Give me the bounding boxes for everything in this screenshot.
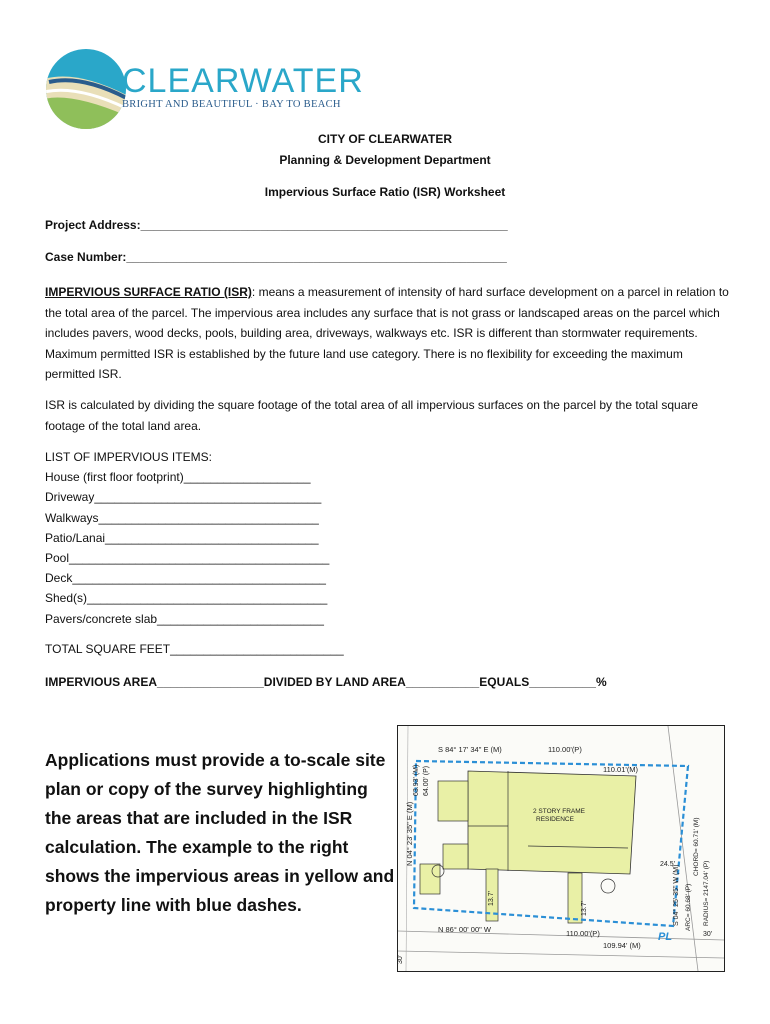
svg-text:30': 30': [397, 954, 404, 964]
svg-text:110.00'(P): 110.00'(P): [566, 929, 600, 938]
svg-text:N 04° 23' 35" E (M): N 04° 23' 35" E (M): [405, 801, 414, 866]
isr-definition-text: : means a measurement of intensity of hard surface development on a parcel in relation to the total area of the parcel. The impervious area includes any surface that is not grass or landscaped areas on the parcel which includes pavers, wood decks, pools, building area, driveways, walkways etc. ISR is different than stormwater requirements. Maximum permitted ISR is established by the future land use category. There is no flexibility for exceeding the maximum permitted ISR.: [45, 285, 729, 381]
survey-drawing: [398, 726, 724, 971]
svg-text:N 86° 00' 00" W: N 86° 00' 00" W: [438, 925, 491, 934]
city-heading: CITY OF CLEARWATER: [317, 132, 452, 146]
svg-text:13.7': 13.7': [488, 891, 495, 906]
department-heading: Planning & Development Department: [279, 153, 491, 167]
svg-text:110.00'(P): 110.00'(P): [548, 745, 582, 754]
isr-definition: [45, 282, 735, 385]
list-item-walkways[interactable]: Walkways_________________________________: [45, 510, 319, 525]
impervious-deck-area: [443, 844, 468, 869]
worksheet-title: Impervious Surface Ratio (ISR) Worksheet: [264, 185, 506, 199]
list-item-pool[interactable]: Pool_______________________________________: [45, 551, 330, 566]
list-item-sheds[interactable]: Shed(s)____________________________________: [45, 591, 328, 606]
list-heading: LIST OF IMPERVIOUS ITEMS:: [45, 450, 212, 464]
svg-text:64.00' (P): 64.00' (P): [423, 765, 430, 796]
isr-calculation-text: ISR is calculated by dividing the square footage of the total area of all impervious surfaces on the parcel by the total square footage of the total land area.: [45, 398, 699, 433]
svg-text:2 STORY FRAME: 2 STORY FRAME: [533, 808, 586, 815]
list-item-patio[interactable]: Patio/Lanai________________________________: [45, 530, 319, 545]
list-item-pavers[interactable]: Pavers/concrete slab_________________________: [45, 611, 324, 626]
list-item-driveway[interactable]: Driveway__________________________________: [45, 490, 322, 505]
svg-text:63.93' (M): 63.93' (M): [413, 764, 420, 796]
logo-tagline: BRIGHT AND BEAUTIFUL · BAY TO BEACH: [122, 99, 341, 110]
svg-text:CHORD= 60.71' (M): CHORD= 60.71' (M): [693, 817, 700, 876]
svg-text:S 04° 25' 35" W (M): S 04° 25' 35" W (M): [673, 864, 680, 926]
svg-text:S 84° 17' 34" E (M): S 84° 17' 34" E (M): [438, 745, 502, 754]
svg-text:PL: PL: [658, 931, 673, 943]
case-number-field[interactable]: Case Number:_________________________________________________________: [45, 250, 507, 264]
list-item-house[interactable]: House (first floor footprint)___________________: [45, 470, 311, 485]
project-address-field[interactable]: Project Address:_______________________________________________________: [45, 218, 508, 232]
logo-emblem-icon: [44, 44, 134, 134]
survey-example: [397, 725, 725, 972]
svg-text:RADIUS= 2147.04' (P): RADIUS= 2147.04' (P): [703, 860, 710, 926]
isr-term: IMPERVIOUS SURFACE RATIO (ISR): [45, 285, 252, 299]
total-square-feet-field[interactable]: TOTAL SQUARE FEET__________________________: [45, 642, 344, 656]
site-plan-note: Applications must provide a to-scale site plan or copy of the survey highlighting the areas that are included in the ISR calculation. The example to the right shows the impervious areas in yellow and property line with blue dashes.: [45, 750, 395, 915]
isr-formula[interactable]: IMPERVIOUS AREA________________DIVIDED BY LAND AREA___________EQUALS__________%: [45, 675, 607, 689]
impervious-shed-area: [420, 864, 440, 894]
svg-text:109.94' (M): 109.94' (M): [603, 941, 641, 950]
svg-text:RESIDENCE: RESIDENCE: [536, 816, 574, 823]
svg-text:ARC= 60.68' (P): ARC= 60.68' (P): [685, 883, 692, 931]
impervious-items-list: [45, 447, 329, 629]
logo-wordmark: CLEARWATER: [122, 62, 364, 100]
impervious-driveway-area: [568, 873, 582, 923]
svg-text:13.7': 13.7': [581, 901, 588, 916]
svg-text:30': 30': [703, 931, 713, 938]
svg-text:110.01'(M): 110.01'(M): [603, 765, 639, 774]
list-item-deck[interactable]: Deck______________________________________: [45, 571, 326, 586]
impervious-patio-area: [438, 781, 468, 821]
svg-text:24.5': 24.5': [660, 861, 675, 868]
